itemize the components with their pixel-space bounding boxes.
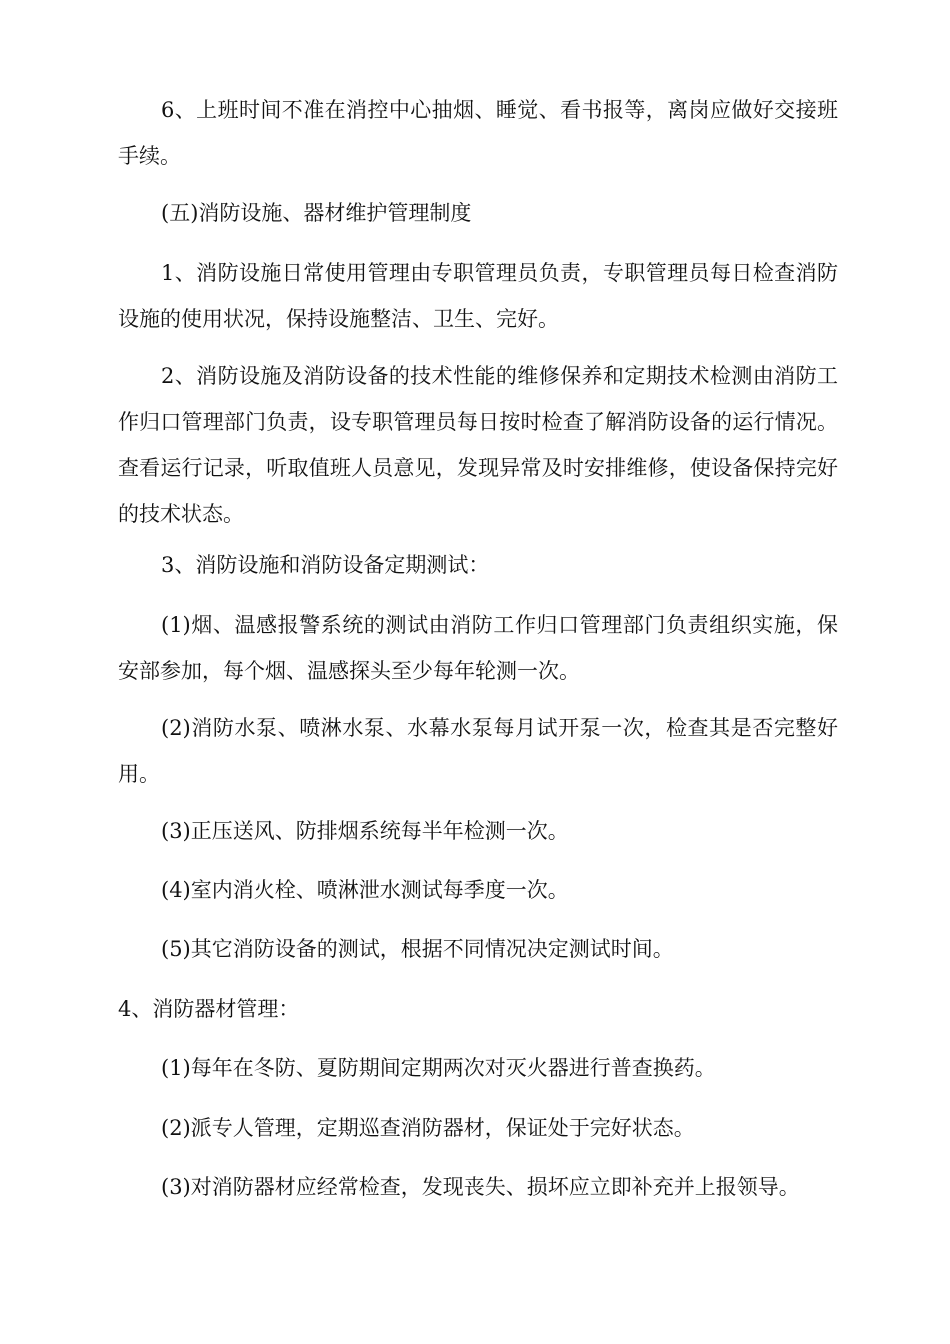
paragraph-item-6-handover: 6、上班时间不准在消控中心抽烟、睡觉、看书报等，离岗应做好交接班手续。 — [118, 98, 838, 168]
paragraph-subitem-3-ventilation: (3)正压送风、防排烟系统每半年检测一次。 — [161, 819, 569, 843]
paragraph-subitem-1-extinguisher: (1)每年在冬防、夏防期间定期两次对灭火器进行普查换药。 — [161, 1056, 716, 1080]
paragraph-subitem-5-other-devices: (5)其它消防设备的测试，根据不同情况决定测试时间。 — [161, 937, 674, 961]
paragraph-item-2-maintenance: 2、消防设施及消防设备的技术性能的维修保养和定期技术检测由消防工作归口管理部门负责，设专职管理员每日按时检查了解消防设备的运行情况。查看运行记录，听取值班人员意见，发现异常及时安排维修，使设备保持完好的技术状态。 — [118, 364, 838, 526]
paragraph-item-4-equipment: 4、消防器材管理： — [118, 997, 300, 1021]
section-heading-fire-facilities: (五)消防设施、器材维护管理制度 — [161, 201, 472, 225]
paragraph-subitem-2-inspection: (2)派专人管理，定期巡查消防器材，保证处于完好状态。 — [161, 1116, 695, 1140]
paragraph-item-1-daily-management: 1、消防设施日常使用管理由专职管理员负责，专职管理员每日检查消防设施的使用状况，保持设施整洁、卫生、完好。 — [118, 261, 838, 331]
paragraph-item-3-periodic-testing: 3、消防设施和消防设备定期测试： — [161, 553, 490, 577]
paragraph-subitem-2-pumps: (2)消防水泵、喷淋水泵、水幕水泵每月试开泵一次，检查其是否完整好用。 — [118, 716, 838, 786]
paragraph-subitem-1-smoke-alarm: (1)烟、温感报警系统的测试由消防工作归口管理部门负责组织实施，保安部参加，每个烟、温感探头至少每年轮测一次。 — [118, 613, 838, 683]
paragraph-subitem-4-hydrant: (4)室内消火栓、喷淋泄水测试每季度一次。 — [161, 878, 569, 902]
paragraph-subitem-3-replacement: (3)对消防器材应经常检查，发现丧失、损坏应立即补充并上报领导。 — [161, 1175, 800, 1199]
